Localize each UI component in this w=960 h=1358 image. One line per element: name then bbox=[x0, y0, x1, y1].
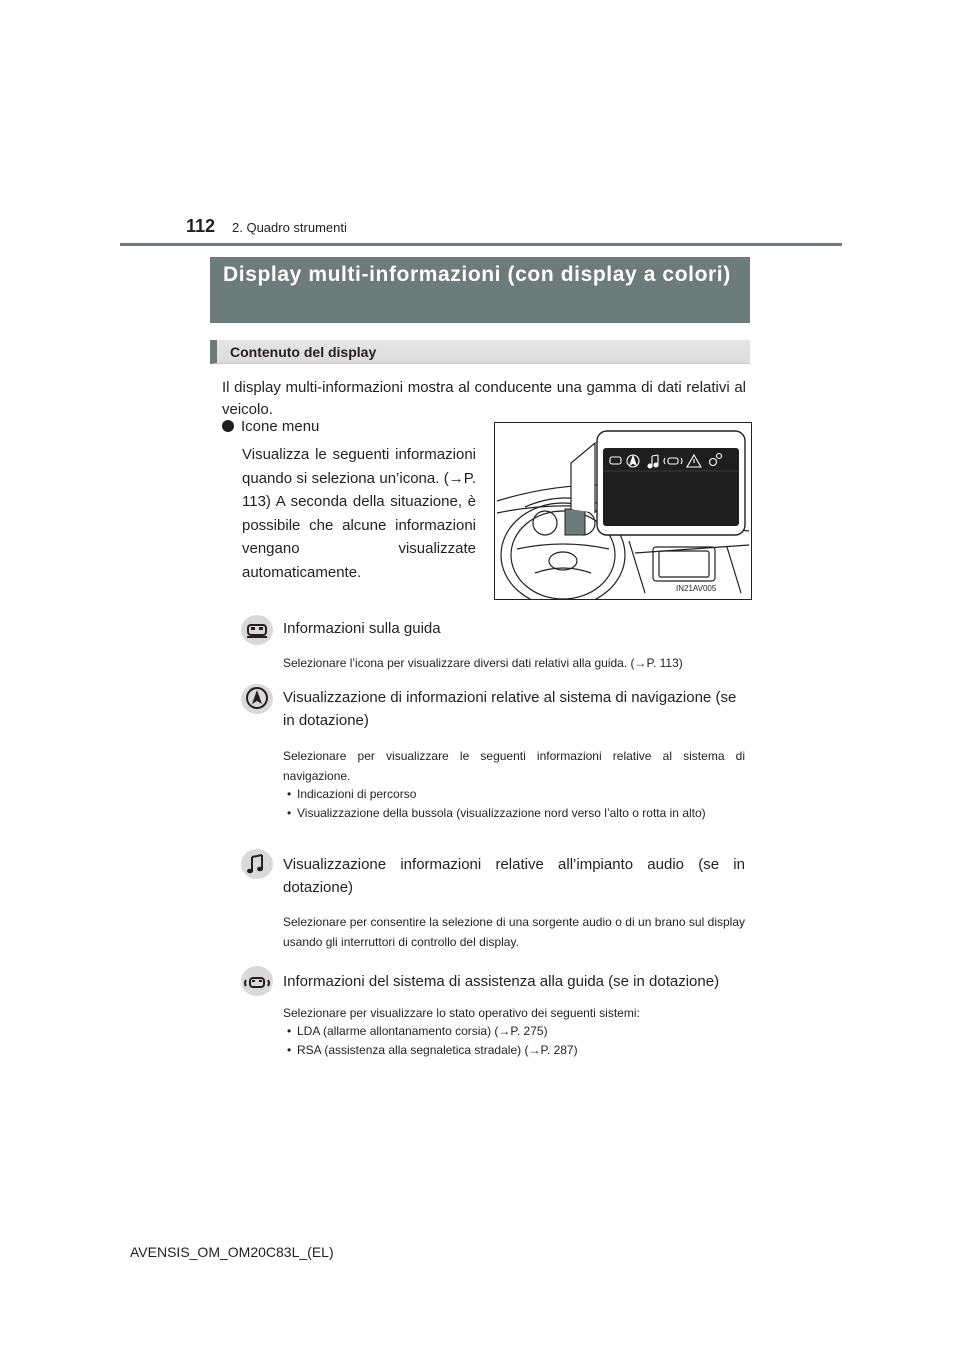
page-number: 112 bbox=[186, 216, 216, 236]
header-divider bbox=[120, 243, 842, 246]
document-code-footer: AVENSIS_OM_OM20C83L_(EL) bbox=[130, 1244, 334, 1260]
item-title-driving-info: Informazioni sulla guida bbox=[283, 620, 441, 637]
bullet-dot bbox=[222, 420, 234, 432]
navigation-icon bbox=[240, 682, 274, 716]
list-item: • LDA (allarme allontanamento corsia) (→P. 275) bbox=[283, 1022, 745, 1041]
item-title-audio: Visualizzazione informazioni relative all’impianto audio (se in dotazione) bbox=[283, 856, 745, 896]
illustration-code: IN21AV005 bbox=[676, 584, 717, 593]
menu-icons-label: Icone menu bbox=[241, 418, 320, 435]
navigation-bullet-list bbox=[283, 785, 745, 823]
driving-assist-bullet-list bbox=[283, 1022, 745, 1060]
list-item: • RSA (assistenza alla segnaletica stradale) (→P. 287) bbox=[283, 1041, 745, 1060]
dashboard-drawing bbox=[495, 423, 751, 599]
chapter-title: 2. Quadro strumenti bbox=[232, 220, 347, 235]
driving-info-icon bbox=[240, 613, 274, 647]
dashboard-illustration bbox=[494, 422, 752, 600]
list-item: • Indicazioni di percorso bbox=[283, 785, 745, 804]
intro-paragraph: Il display multi-informazioni mostra al conducente una gamma di dati relativi al veicolo. bbox=[222, 379, 746, 418]
sub-heading: Contenuto del display bbox=[210, 340, 750, 364]
section-title: Display multi-informazioni (con display a colori) bbox=[210, 257, 750, 323]
item-title-navigation: Visualizzazione di informazioni relative al sistema di navigazione (se in dotazione) bbox=[283, 689, 737, 729]
list-item: • Visualizzazione della bussola (visualizzazione nord verso l’alto o rotta in alto) bbox=[283, 804, 745, 823]
music-note-icon bbox=[240, 847, 274, 881]
item-description-navigation: Selezionare per visualizzare le seguenti informazioni relative al sistema di navigazione. bbox=[283, 749, 745, 783]
driving-assist-icon bbox=[240, 964, 274, 998]
item-title-driving-assist: Informazioni del sistema di assistenza alla guida (se in dotazione) bbox=[283, 973, 720, 990]
item-description-driving-info: Selezionare l’icona per visualizzare diversi dati relativi alla guida. (→P. 113) bbox=[283, 656, 683, 670]
item-description-driving-assist: Selezionare per visualizzare lo stato operativo dei seguenti sistemi: bbox=[283, 1006, 640, 1020]
menu-icons-description: Visualizza le seguenti informazioni quando si seleziona un’icona. (→P. 113) A seconda della situazione, è possibile che alcune informazioni vengano visualizzate automaticamente. bbox=[242, 446, 476, 581]
item-description-audio: Selezionare per consentire la selezione di una sorgente audio o di un brano sul display usando gli interruttori di controllo del display. bbox=[283, 915, 745, 949]
